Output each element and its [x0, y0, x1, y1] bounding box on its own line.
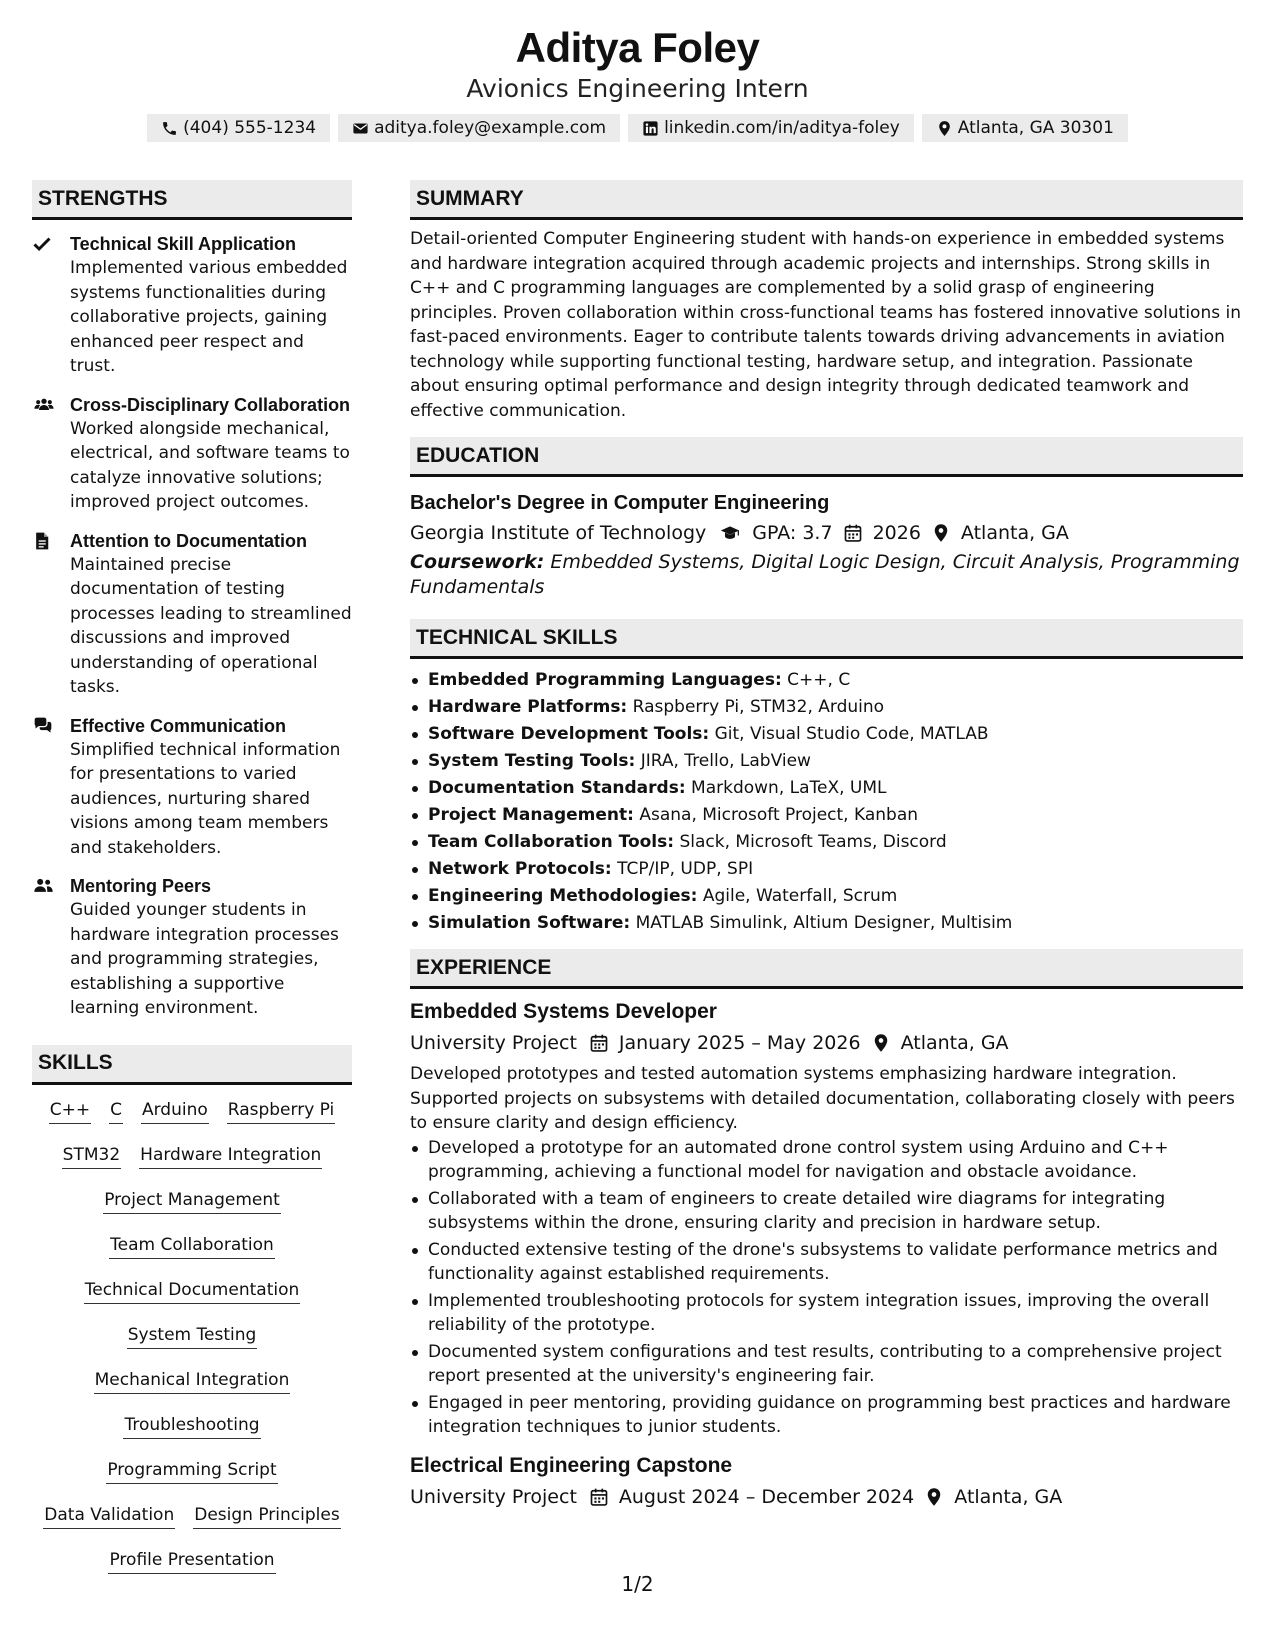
- strength-title: Technical Skill Application: [70, 234, 297, 254]
- candidate-role: Avionics Engineering Intern: [466, 74, 809, 103]
- skill-tag: Troubleshooting: [123, 1414, 260, 1439]
- skills-row: [32, 1451, 352, 1496]
- skills-row: [32, 1136, 352, 1181]
- skills-row: [32, 1361, 352, 1406]
- skill-tag: Data Validation: [43, 1504, 175, 1529]
- strength-title: Attention to Documentation: [70, 530, 307, 551]
- tech-skill-item: Software Development Tools: Git, Visual Studio Code, MATLAB: [410, 721, 1243, 748]
- skill-tag: Programming Script: [106, 1459, 277, 1484]
- strength-item: [32, 529, 352, 700]
- skills-list: [32, 1091, 352, 1586]
- skill-tag: Team Collaboration: [109, 1234, 275, 1259]
- job-bullet: Implemented troubleshooting protocols for system integration issues, improving the overall reliability of the prototype.: [410, 1289, 1243, 1338]
- job-dates: August 2024 – December 2024: [618, 1485, 915, 1508]
- skill-tag: Project Management: [103, 1189, 281, 1214]
- strength-item: [32, 393, 352, 515]
- summary-heading: SUMMARY: [410, 180, 1243, 220]
- skill-tag: Raspberry Pi: [227, 1099, 336, 1124]
- strength-desc: Implemented various embedded systems functionalities during collaborative projects, gaining enhanced peer respect and trust.: [70, 258, 348, 376]
- skills-row: [32, 1226, 352, 1271]
- job-org: University Project: [410, 1032, 577, 1054]
- contact-phone-text: (404) 555-1234: [183, 118, 317, 138]
- skill-tag: Arduino: [141, 1099, 209, 1124]
- group-icon: [32, 395, 56, 415]
- strength-desc: Maintained precise documentation of testing processes leading to streamlined discussions and improved understanding of operational tasks.: [70, 554, 352, 697]
- job-bullet: Conducted extensive testing of the drone's subsystems to validate performance metrics and functionality against established requirements.: [410, 1238, 1243, 1287]
- skill-tag: C: [109, 1099, 123, 1124]
- degree-title: Bachelor's Degree in Computer Engineering: [410, 492, 830, 514]
- checkmark-icon: [32, 234, 52, 254]
- skill-tag: Mechanical Integration: [94, 1369, 291, 1394]
- job-bullet: Engaged in peer mentoring, providing guidance on programming best practices and hardware integration techniques to junior students.: [410, 1391, 1243, 1440]
- strength-title: Cross-Disciplinary Collaboration: [70, 394, 351, 415]
- skill-tag: System Testing: [127, 1324, 258, 1349]
- job-title: Embedded Systems Developer: [410, 1000, 717, 1023]
- location-pin-icon: [871, 1033, 891, 1053]
- job-location: Atlanta, GA: [900, 1032, 1009, 1054]
- page-number: 1/2: [621, 1572, 654, 1596]
- contact-phone[interactable]: [147, 114, 330, 142]
- education-location: Atlanta, GA: [960, 522, 1069, 544]
- location-pin-icon: [924, 1487, 944, 1507]
- strength-desc: Guided younger students in hardware integration processes and programming strategies, establishing a supportive learning environment.: [70, 900, 339, 1018]
- job-bullets: [410, 1136, 1243, 1440]
- contact-linkedin[interactable]: [628, 114, 914, 142]
- strength-desc: Simplified technical information for presentations to varied audiences, nurturing shared visions among team members and stakeholders.: [70, 739, 341, 858]
- calendar-icon: [843, 523, 863, 543]
- tech-skill-item: Team Collaboration Tools: Slack, Microsoft Teams, Discord: [410, 829, 1243, 856]
- skill-tag: Design Principles: [193, 1504, 340, 1529]
- skills-row: [32, 1316, 352, 1361]
- linkedin-icon: [642, 120, 659, 137]
- contact-email[interactable]: [338, 114, 620, 142]
- job-meta: [410, 1482, 1243, 1512]
- coursework-label: Coursework:: [410, 551, 545, 573]
- skill-tag: Hardware Integration: [139, 1144, 322, 1169]
- skill-tag: Profile Presentation: [108, 1549, 275, 1574]
- location-pin-icon: [936, 120, 953, 137]
- tech-skill-item: System Testing Tools: JIRA, Trello, LabView: [410, 748, 1243, 775]
- strength-item: [32, 232, 352, 379]
- right-column: [410, 180, 1243, 1512]
- tech-skill-item: Simulation Software: MATLAB Simulink, Altium Designer, Multisim: [410, 910, 1243, 937]
- strengths-heading: STRENGTHS: [32, 180, 352, 220]
- job-bullet: Collaborated with a team of engineers to create detailed wire diagrams for integrating subsystems within the drone, ensuring clarity and precision in hardware setup.: [410, 1187, 1243, 1236]
- location-pin-icon: [931, 523, 951, 543]
- education-heading: EDUCATION: [410, 437, 1243, 477]
- contact-linkedin-text: linkedin.com/in/aditya-foley: [664, 118, 900, 138]
- contact-location-text: Atlanta, GA 30301: [957, 118, 1114, 138]
- contact-bar: [0, 114, 1275, 142]
- school-name: Georgia Institute of Technology: [410, 522, 707, 544]
- tech-skill-item: Engineering Methodologies: Agile, Waterfall, Scrum: [410, 883, 1243, 910]
- coursework-list: Embedded Systems, Digital Logic Design, Circuit Analysis, Programming Fundamentals: [410, 551, 1240, 598]
- left-column: [32, 180, 352, 1586]
- tech-skill-item: Embedded Programming Languages: C++, C: [410, 667, 1243, 694]
- tech-skill-item: Project Management: Asana, Microsoft Project, Kanban: [410, 802, 1243, 829]
- document-icon: [32, 531, 52, 551]
- summary-text: Detail-oriented Computer Engineering student with hands-on experience in embedded systems and hardware integration acquired through academic projects and internships. Strong skills in C++ and C programming languages are complemented by a solid grasp of engineering principles. Proven collaboration within cross-functional teams has fostered innovative solutions in fast-paced environments. Eager to contribute talents towards driving advancements in aviation technology while supporting functional testing, hardware setup, and integration. Passionate about ensuring optimal performance and design integrity through dedicated teamwork and effective communication.: [410, 229, 1241, 421]
- job-description: Developed prototypes and tested automation systems emphasizing hardware integration. Supported projects on subsystems with detailed documentation, collaborating closely with peers to ensure clarity and design efficiency.: [410, 1064, 1235, 1133]
- user-pair-icon: [32, 876, 55, 896]
- job-org: University Project: [410, 1485, 577, 1508]
- envelope-icon: [352, 120, 369, 137]
- skills-row: [32, 1271, 352, 1316]
- calendar-icon: [589, 1033, 609, 1053]
- skill-tag: C++: [49, 1099, 91, 1124]
- phone-icon: [161, 120, 178, 137]
- graduation-year: 2026: [872, 522, 921, 544]
- skill-tag: Technical Documentation: [84, 1279, 301, 1304]
- skills-row: [32, 1091, 352, 1136]
- job-meta: [410, 1028, 1243, 1058]
- contact-location: [922, 114, 1128, 142]
- strength-item: [32, 874, 352, 1021]
- coursework: [410, 550, 1243, 599]
- strength-title: Effective Communication: [70, 715, 287, 736]
- skills-heading: SKILLS: [32, 1045, 352, 1085]
- contact-email-text: aditya.foley@example.com: [374, 118, 607, 138]
- skills-row: [32, 1406, 352, 1451]
- job-bullet: Documented system configurations and test results, contributing to a comprehensive project report presented at the university's engineering fair.: [410, 1340, 1243, 1389]
- strength-title: Mentoring Peers: [70, 876, 212, 896]
- skills-row: [32, 1181, 352, 1226]
- gpa: GPA: 3.7: [752, 522, 833, 544]
- job-dates: January 2025 – May 2026: [618, 1032, 861, 1054]
- tech-skill-item: Hardware Platforms: Raspberry Pi, STM32, Arduino: [410, 694, 1243, 721]
- skills-row: [32, 1496, 352, 1541]
- job-location: Atlanta, GA: [954, 1485, 1063, 1508]
- chat-bubbles-icon: [32, 716, 54, 736]
- candidate-name: Aditya Foley: [515, 24, 760, 71]
- resume-header: [0, 22, 1275, 142]
- education-meta: [410, 518, 1243, 548]
- calendar-icon: [589, 1487, 609, 1507]
- technical-skills-heading: TECHNICAL SKILLS: [410, 619, 1243, 659]
- strength-desc: Worked alongside mechanical, electrical, and software teams to catalyze innovative solutions; improved project outcomes.: [70, 418, 350, 512]
- job-title: Electrical Engineering Capstone: [410, 1453, 733, 1477]
- graduation-cap-icon: [718, 523, 742, 543]
- strength-item: [32, 714, 352, 861]
- tech-skill-item: Documentation Standards: Markdown, LaTeX, UML: [410, 775, 1243, 802]
- technical-skills-list: [410, 667, 1243, 937]
- experience-heading: EXPERIENCE: [410, 949, 1243, 989]
- tech-skill-item: Network Protocols: TCP/IP, UDP, SPI: [410, 856, 1243, 883]
- skill-tag: STM32: [62, 1144, 121, 1169]
- job-bullet: Developed a prototype for an automated drone control system using Arduino and C++ programming, achieving a functional model for navigation and obstacle avoidance.: [410, 1136, 1243, 1185]
